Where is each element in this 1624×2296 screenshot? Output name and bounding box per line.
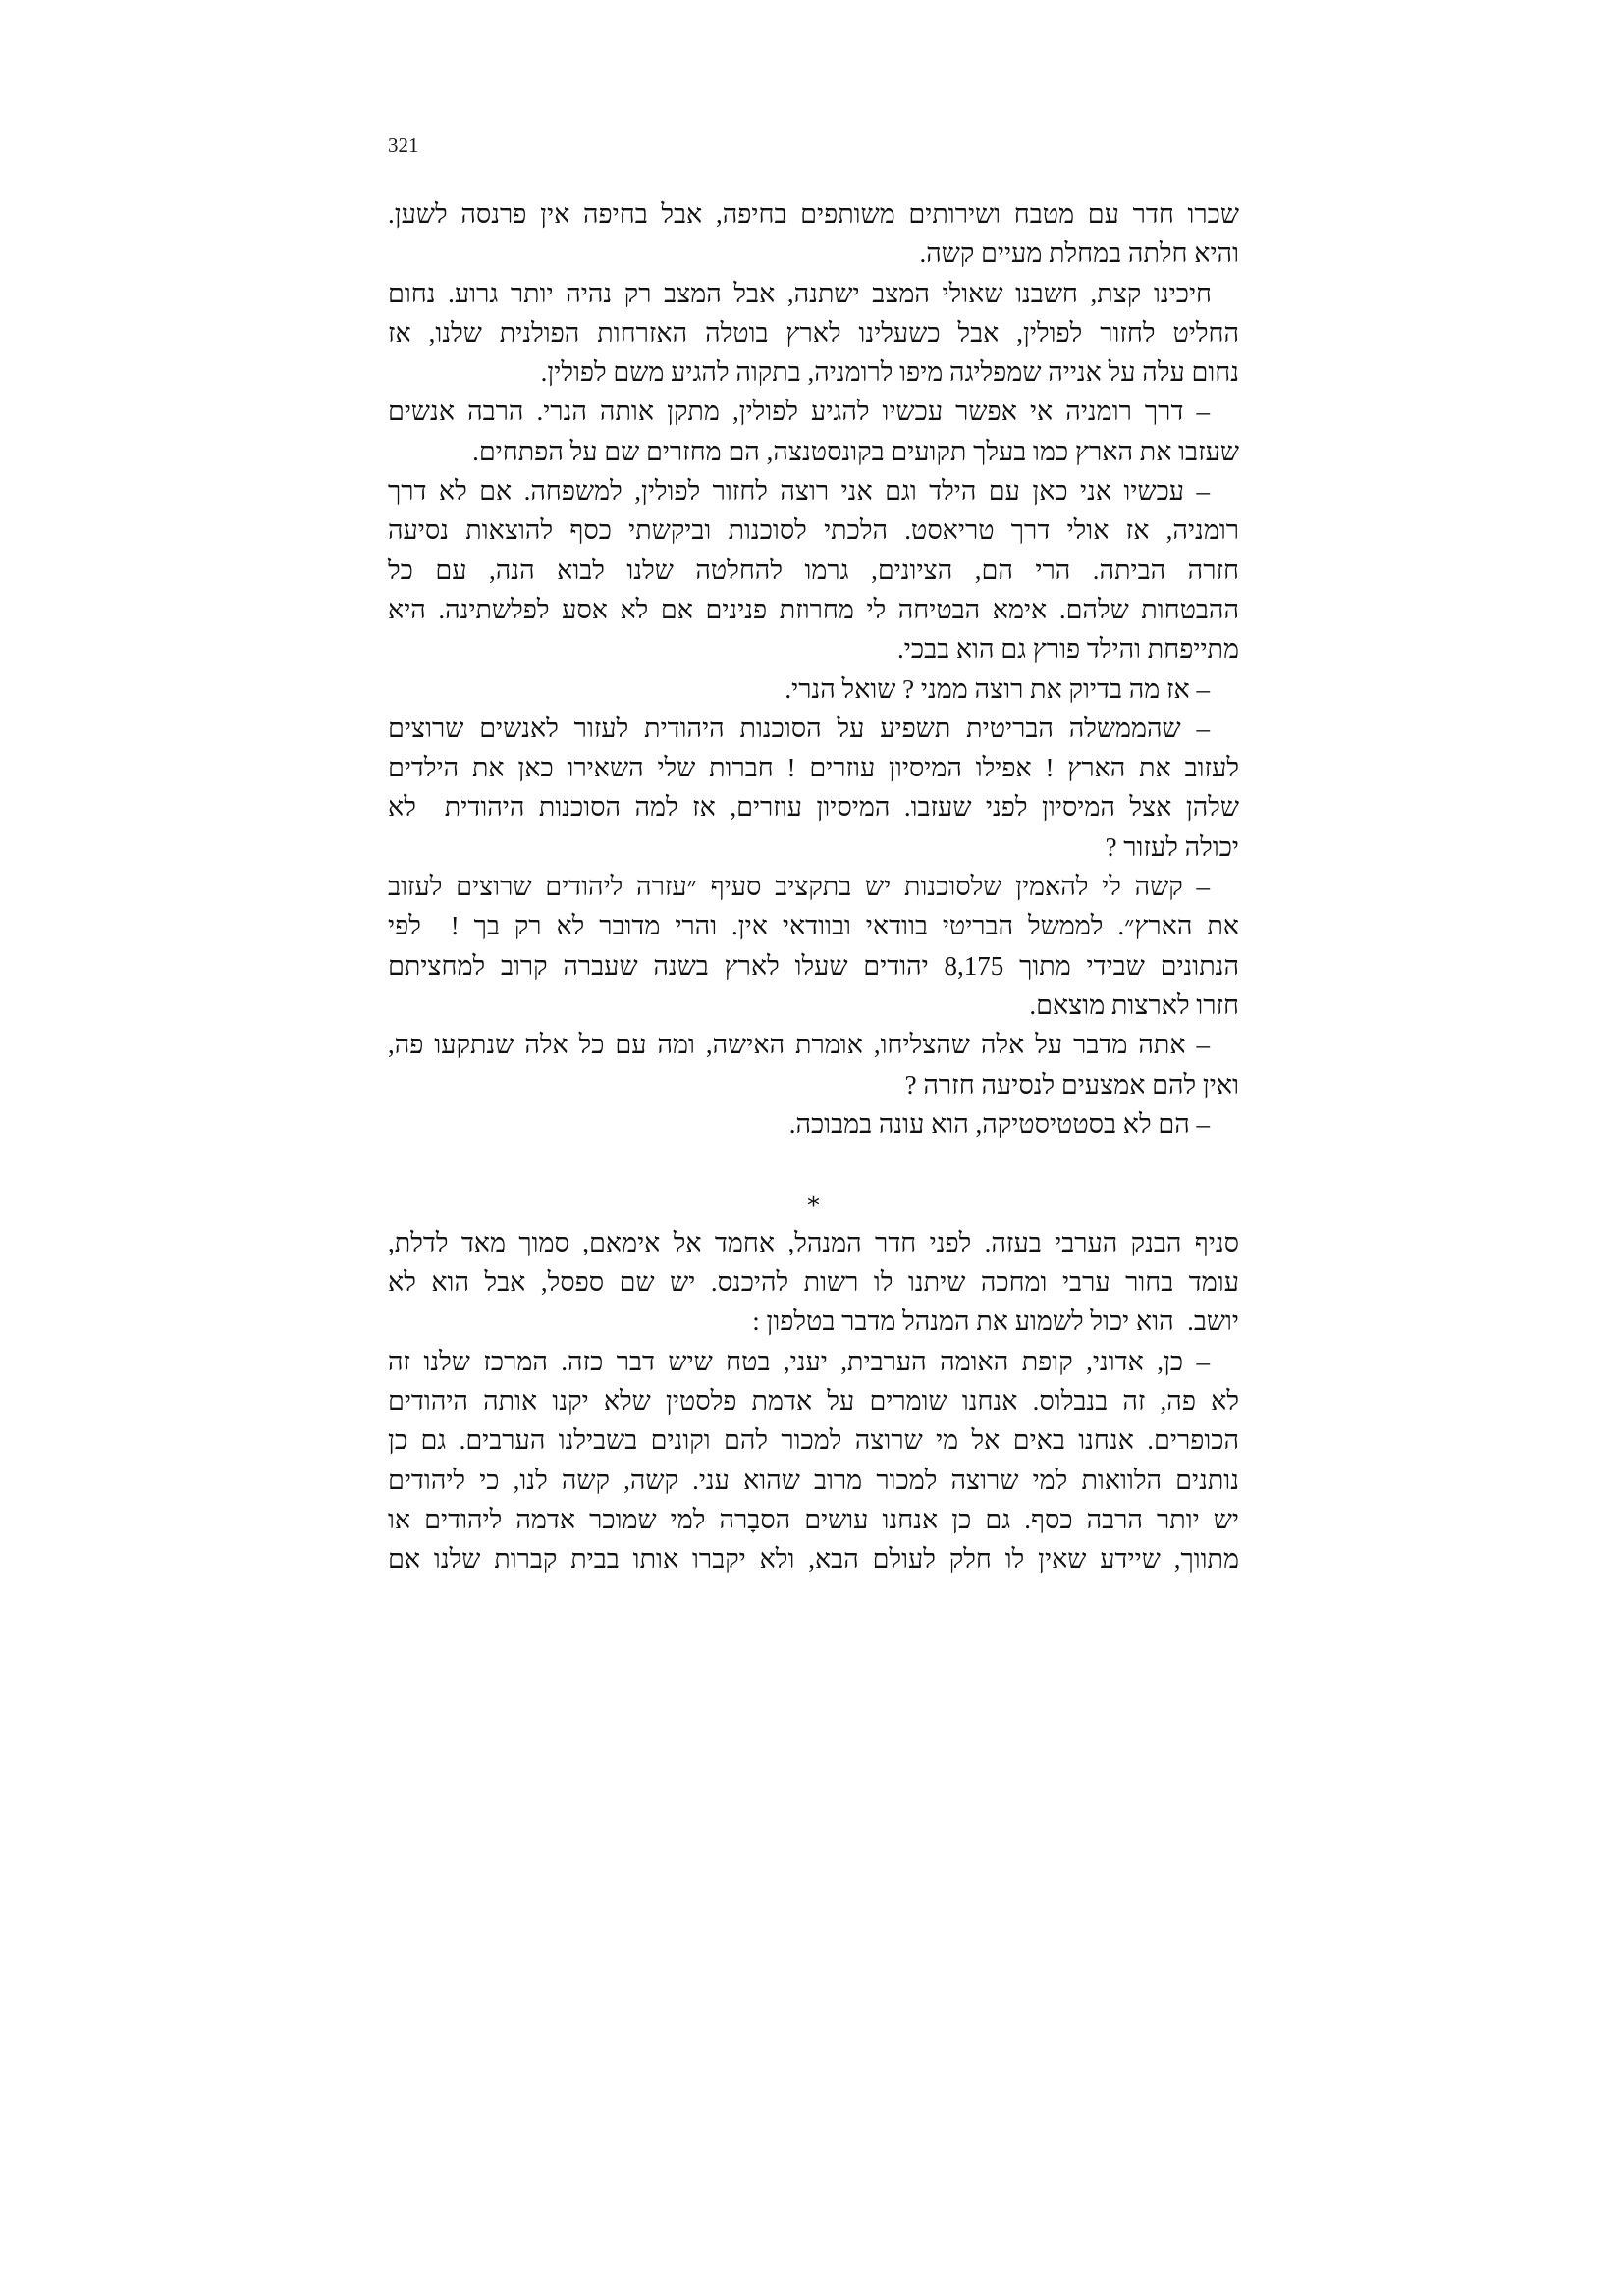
page-number: 321 [388,133,419,157]
dialog-paragraph [388,867,1239,1025]
paragraph [388,194,1239,274]
dialog-paragraph [388,471,1239,668]
text-line: חזרו לארצות מוצאם. [1029,989,1239,1020]
text-line: הכופרים. אנחנו באים אל מי שרוצה למכור להם וקונים בשבילנו הערבים. גם כן [388,1425,1239,1456]
text-line: מתייפחת והילד פורץ גם הוא בבכי. [897,634,1239,665]
dialog-paragraph [388,1104,1239,1144]
text-line: – עכשיו אני כאן עם הילד וגם אני רוצה לחזור לפולין, למשפחה. אם לא דרך [388,476,1210,507]
dialog-paragraph [388,1025,1239,1104]
text-line: – אז מה בדיוק את רוצה ממני ? שואל הנרי. [785,673,1210,704]
text-line: לא פה, זה בנבלוס. אנחנו שומרים על אדמת פלסטין שלא יקנו אותה היהודים [388,1385,1239,1415]
text-line: – דרך רומניה אי אפשר עכשיו להגיע לפולין, מתקן אותה הנרי. הרבה אנשים [388,397,1210,427]
text-line: שלהן אצל המיסיון לפני שעזבו. המיסיון עוזרים, אז למה הסוכנות היהודית לא [388,792,1239,823]
text-line: – הם לא בסטטיסטיקה, הוא עונה במבוכה. [788,1108,1210,1139]
text-line: את הארץ״. לממשל הבריטי בוודאי ובוודאי אין. והרי מדובר לא רק בך ! לפי [388,911,1239,941]
text-line: ההבטחות שלהם. אימא הבטיחה לי מחרוזת פנינים אם לא אסע לפלשתינה. היא [388,594,1239,624]
text-line: – אתה מדבר על אלה שהצליחו, אומרת האישה, ומה עם כל אלה שנתקעו פה, [388,1030,1210,1060]
text-line: סניף הבנק הערבי בעזה. לפני חדר המנהל, אחמד אל אימאם, סמוך מאד לדלת, [388,1227,1239,1257]
section-separator: * [807,1192,820,1222]
text-line: מתווך, שיידע שאין לו חלק לעולם הבא, ולא יקברו אותו בבית קברות שלנו אם [388,1544,1239,1575]
text-line: הנתונים שבידי מתוך 8,175 יהודים שעלו לארץ בשנה שעברה קרוב למחציתם [388,950,1239,981]
text-line: החליט לחזור לפולין, אבל כשעלינו לארץ בוטלה האזרחות הפולנית שלנו, אז [388,317,1239,347]
text-line: נותנים הלוואות למי שרוצה למכור מרוב שהוא עני. קשה, קשה לנו, כי ליהודים [388,1465,1239,1495]
text-line: יושב. הוא יכול לשמוע את המנהל מדבר בטלפון : [752,1307,1239,1337]
dialog-paragraph [388,392,1239,471]
text-line: ואין להם אמצעים לנסיעה חזרה ? [904,1069,1239,1099]
text-line: – כן, אדוני, קופת האומה הערבית, יעני, בטח שיש דבר כזה. המרכז שלנו זה [388,1346,1210,1376]
text-line: – שהממשלה הבריטית תשפיע על הסוכנות היהודית לעזור לאנשים שרוצים [388,713,1210,743]
paragraph [388,1223,1239,1342]
blank-line [388,1144,1239,1183]
paragraph [388,274,1239,393]
text-line: שכרו חדר עם מטבח ושירותים משותפים בחיפה, אבל בחיפה אין פרנסה לשען. [388,199,1239,229]
text-line: רומניה, אז אולי דרך טריאסט. הלכתי לסוכנות וביקשתי כסף להוצאות נסיעה [388,515,1239,546]
text-line: והיא חלתה במחלת מעיים קשה. [919,239,1239,269]
body-text [388,194,1239,1578]
text-line: עומד בחור ערבי ומחכה שיתנו לו רשות להיכנס. יש שם ספסל, אבל הוא לא [388,1267,1239,1298]
text-line: חזרה הביתה. הרי הם, הציונים, גרמו להחלטה שלנו לבוא הנה, עם כל [388,555,1239,585]
text-line: חיכינו קצת, חשבנו שאולי המצב ישתנה, אבל המצב רק נהיה יותר גרוע. נחום [388,278,1212,308]
dialog-paragraph [388,1342,1239,1579]
text-line: יש יותר הרבה כסף. גם כן אנחנו עושים הסבָרה למי שמוכר אדמה ליהודים או [388,1504,1239,1534]
text-line: לעזוב את הארץ ! אפילו המיסיון עוזרים ! חברות שלי השאירו כאן את הילדים [388,753,1239,783]
text-line: נחום עלה על אנייה שמפליגה מיפו לרומניה, בתקוה להגיע משם לפולין. [540,357,1239,388]
text-line: יכולה לעזור ? [1105,831,1239,862]
dialog-paragraph [388,709,1239,867]
text-line: – קשה לי להאמין שלסוכנות יש בתקציב סעיף ״עזרה ליהודים שרוצים לעזוב [388,872,1210,902]
text-line: שעזבו את הארץ כמו בעלך תקועים בקונסטנצה, הם מחזרים שם על הפתחים. [472,436,1239,466]
dialog-paragraph [388,669,1239,709]
